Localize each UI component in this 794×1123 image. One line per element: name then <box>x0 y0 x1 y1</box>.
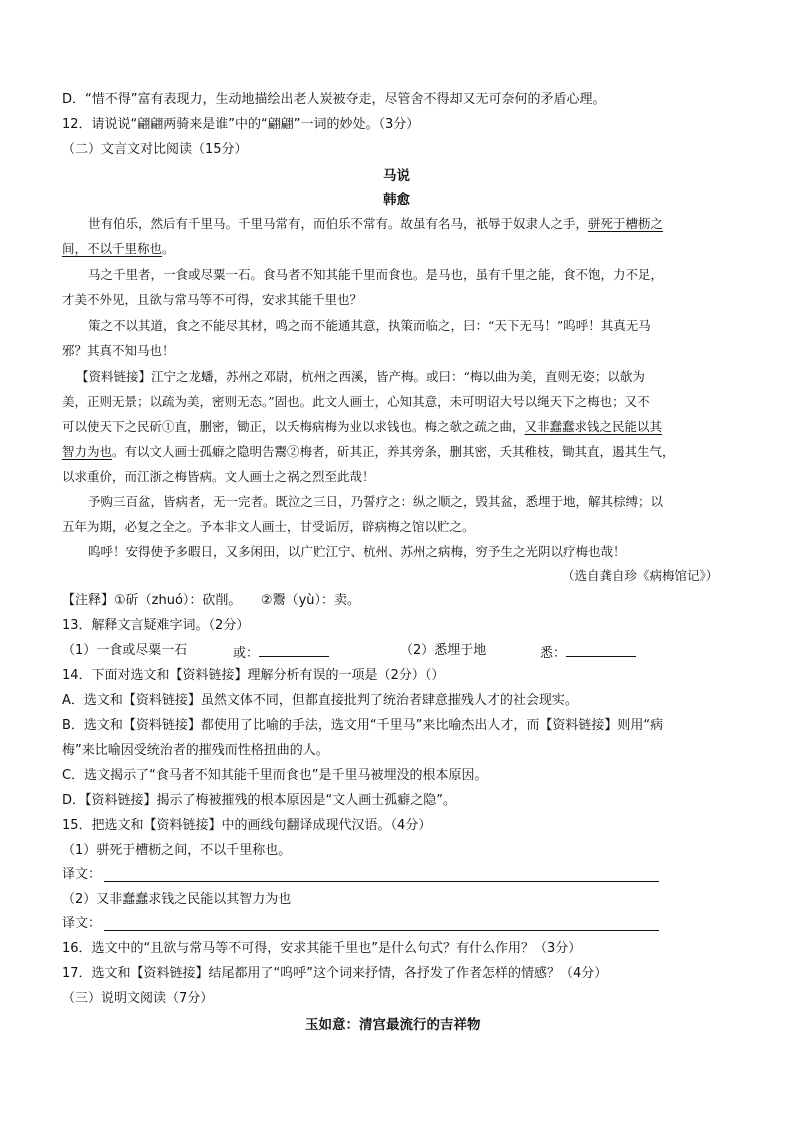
link-line8: 呜呼！安得使予多暇日，又多闲田，以广贮江宁、杭州、苏州之病梅，穷予生之光阴以疗梅也哉！ <box>88 544 626 559</box>
underlined-sentence-2a: 又非蠢蠢求钱之民能以其 <box>524 419 663 434</box>
question-12: 12．请说说“翩翩两骑来是谁”中的“翩翩”一词的妙处。（3分） <box>62 117 420 132</box>
translation-label-2: 译文： <box>62 916 102 931</box>
q14-option-b-line1: B．选文和【资料链接】都使用了比喻的手法，选文用“千里马”来比喻杰出人才，而【资料链接】则用“病 <box>62 718 664 733</box>
question-13-item1: （1）一食或尽粟一石 <box>62 643 188 658</box>
link-line6: 予购三百盆，皆病者，无一完者。既泣之三日，乃誓疗之：纵之顺之，毁其盆，悉埋于地，解其棕缚；以 <box>88 494 664 509</box>
passage-p2-line1: 马之千里者，一食或尽粟一石。食马者不知其能千里而食也。是马也，虽有千里之能，食不饱，力不足， <box>88 267 664 282</box>
underlined-sentence-1a: 骈死于槽枥之 <box>588 216 664 231</box>
passage-author: 韩愈 <box>383 192 410 208</box>
q14-option-b-line2: 梅”来比喻因受统治者的摧残而性格扭曲的人。 <box>62 743 329 758</box>
link-line3: 可以使天下之民斫①直，删密，锄正，以夭梅病梅为业以求钱也。梅之欹之疏之曲，又非蠢蠢求钱之民能以其 <box>62 419 663 434</box>
answer-line-1[interactable] <box>104 881 659 882</box>
link-line4: 智力为也。有以文人画士孤癖之隐明告鬻②梅者，斫其正，养其旁条，删其密，夭其稚枝，锄其直，遏其生气， <box>62 444 675 459</box>
passage-p1-line1: 世有伯乐，然后有千里马。千里马常有，而伯乐不常有。故虽有名马，祇辱于奴隶人之手，骈死于槽枥之 <box>88 216 664 231</box>
section-3-heading: （三）说明文阅读（7分） <box>62 991 214 1006</box>
question-15: 15．把选文和【资料链接】中的画线句翻译成现代汉语。（4分） <box>62 818 432 833</box>
question-17: 17．选文和【资料链接】结尾都用了“呜呼”这个词来抒情，各抒发了作者怎样的情感？（4分） <box>62 966 608 981</box>
underlined-sentence-1b: 间，不以千里称也 <box>62 241 163 256</box>
question-13: 13．解释文言疑难字词。（2分） <box>62 618 250 633</box>
passage-p1-line2: 间，不以千里称也。 <box>62 241 175 256</box>
passage-p3-line1: 策之不以其道，食之不能尽其材，鸣之而不能通其意，执策而临之，曰：“天下无马！”呜呼！其真无马 <box>88 318 651 333</box>
passage-p3-line2: 邪？其真不知马也！ <box>62 343 175 358</box>
translation-label-1: 译文： <box>62 867 102 882</box>
passage-p2-line2: 才美不外见，且欲与常马等不可得，安求其能千里也？ <box>62 292 363 307</box>
section-3-title: 玉如意：清宫最流行的吉祥物 <box>305 1017 481 1033</box>
question-13-word2: 悉： <box>540 642 636 663</box>
link-line7: 五年为期，必复之全之。予本非文人画士，甘受诟厉，辟病梅之馆以贮之。 <box>62 519 475 534</box>
question-13-word1: 或： <box>233 642 329 663</box>
answer-line-2[interactable] <box>104 930 659 931</box>
question-15-sentence2: （2）又非蠢蠢求钱之民能以其智力为也 <box>62 892 292 907</box>
question-16: 16．选文中的“且欲与常马等不可得，安求其能千里也”是什么句式？有什么作用？（3分） <box>62 941 582 956</box>
q14-option-a: A．选文和【资料链接】虽然文体不同，但都直接批判了统治者肆意摧残人才的社会现实。 <box>62 693 578 708</box>
answer-blank-2[interactable] <box>566 642 636 657</box>
link-line2: 美，正则无景；以疏为美，密则无态。”固也。此文人画士，心知其意，未可明诏大号以绳天下之梅也；又不 <box>62 394 650 409</box>
question-15-sentence1: （1）骈死于槽枥之间，不以千里称也。 <box>62 843 292 858</box>
annotation-note: 【注释】①斫（zhuó）：砍削。 ②鬻（yù）：卖。 <box>62 593 360 608</box>
link-source: （选自龚自珍《病梅馆记》） <box>562 568 719 583</box>
underlined-sentence-2b: 智力为也 <box>62 444 113 459</box>
question-14: 14．下面对选文和【资料链接】理解分析有误的一项是（2分）（） <box>62 668 445 683</box>
section-2-heading: （二）文言文对比阅读（15分） <box>62 142 248 157</box>
passage-title: 马说 <box>383 168 410 184</box>
link-line5: 以求重价，而江浙之梅皆病。文人画士之祸之烈至此哉！ <box>62 469 375 484</box>
question-13-item2: （2）悉埋于地 <box>400 643 487 658</box>
q14-option-d: D．【资料链接】揭示了梅被摧残的根本原因是“文人画士孤癖之隐”。 <box>62 793 456 808</box>
link-line1: 【资料链接】江宁之龙蟠，苏州之邓尉，杭州之西溪，皆产梅。或曰：“梅以曲为美，直则无姿；以欹为 <box>76 369 645 384</box>
option-d-line: D．“惜不得”富有表现力，生动地描绘出老人炭被夺走，尽管舍不得却又无可奈何的矛盾心理。 <box>62 92 606 107</box>
q14-option-c: C．选文揭示了“食马者不知其能千里而食也”是千里马被埋没的根本原因。 <box>62 768 488 783</box>
answer-blank-1[interactable] <box>259 642 329 657</box>
